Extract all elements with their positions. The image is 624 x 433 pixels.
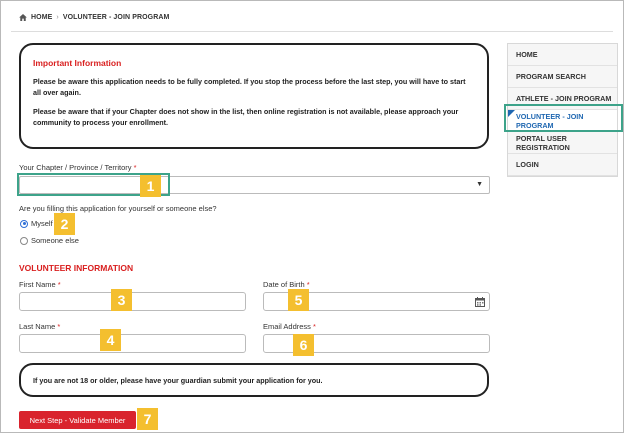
age-note-text: If you are not 18 or older, please have your guardian submit your application for you.	[33, 375, 323, 385]
radio-myself-label: Myself	[31, 219, 53, 228]
volunteer-section-title: VOLUNTEER INFORMATION	[19, 263, 134, 273]
radio-option-myself[interactable]	[20, 219, 53, 228]
step-badge-4: 4	[100, 329, 121, 351]
breadcrumb-divider	[11, 31, 613, 32]
step-badge-3: 3	[111, 289, 132, 311]
info-title: Important Information	[33, 58, 122, 68]
sidebar-item-portal-registration[interactable]: PORTAL USER REGISTRATION	[508, 132, 617, 154]
email-label: Email Address *	[263, 322, 316, 331]
step-badge-1: 1	[140, 175, 161, 197]
last-name-label: Last Name *	[19, 322, 61, 331]
next-step-button[interactable]: Next Step - Validate Member	[19, 411, 136, 429]
info-paragraph-1: Please be aware this application needs to be fully completed. If you stop the process before the last step, you will have to start all over again.	[33, 77, 466, 97]
sidebar-item-program-search[interactable]: PROGRAM SEARCH	[508, 66, 617, 88]
home-icon[interactable]	[19, 14, 27, 21]
chevron-down-icon: ▼	[476, 181, 483, 188]
calendar-icon[interactable]	[475, 297, 485, 307]
sidebar-item-home[interactable]: HOME	[508, 44, 617, 66]
first-name-input[interactable]	[19, 292, 246, 311]
age-note-box	[19, 363, 489, 397]
last-name-input[interactable]	[19, 334, 246, 353]
step-badge-2: 2	[54, 213, 75, 235]
step-badge-5: 5	[288, 289, 309, 311]
dob-label: Date of Birth *	[263, 280, 310, 289]
breadcrumb-separator: ›	[56, 14, 59, 21]
radio-someone-else[interactable]	[20, 237, 28, 245]
radio-someone-else-label: Someone else	[31, 236, 79, 245]
first-name-label: First Name *	[19, 280, 61, 289]
sidebar-item-volunteer-join-label: VOLUNTEER - JOIN PROGRAM	[516, 111, 584, 130]
radio-myself[interactable]	[20, 220, 28, 228]
sidebar-item-athlete-join[interactable]: ATHLETE - JOIN PROGRAM	[508, 88, 617, 110]
filling-question: Are you filling this application for yourself or someone else?	[19, 204, 217, 213]
sidebar-item-login[interactable]: LOGIN	[508, 154, 617, 176]
radio-option-someone-else[interactable]	[20, 236, 79, 245]
important-info-box	[19, 43, 489, 149]
breadcrumb-current: VOLUNTEER - JOIN PROGRAM	[62, 14, 170, 21]
info-paragraph-2: Please be aware that if your Chapter does not show in the list, then online registration is not available, please approach your community to process your enrollment.	[33, 107, 459, 127]
required-mark: *	[133, 163, 137, 172]
breadcrumb-home-link[interactable]: HOME	[31, 14, 53, 21]
chapter-label: Your Chapter / Province / Territory *	[19, 163, 137, 172]
highlight-volunteer-nav	[504, 104, 623, 132]
breadcrumb	[19, 14, 169, 21]
step-badge-7: 7	[137, 408, 158, 430]
step-badge-6: 6	[293, 334, 314, 356]
